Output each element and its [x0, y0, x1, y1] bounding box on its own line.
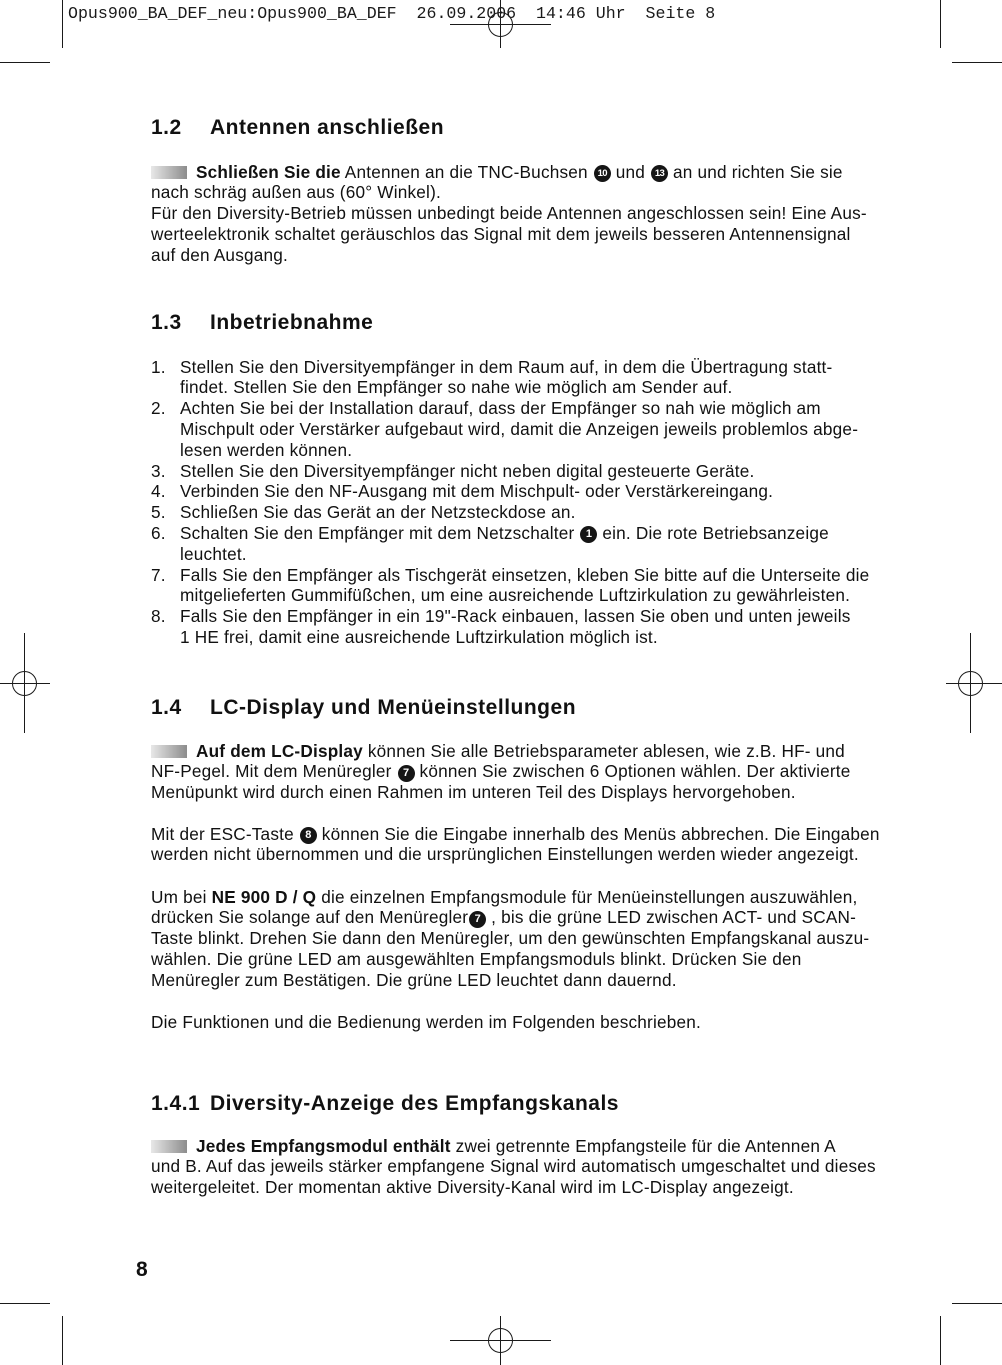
- callout-number-badge: 8: [300, 827, 317, 844]
- text-line: [151, 182, 867, 203]
- callout-number-badge: 7: [398, 765, 415, 782]
- text-line: [180, 440, 858, 461]
- registration-mark-left: [0, 633, 50, 733]
- text-run: Verbinden Sie den NF-Ausgang mit dem Mischpult- oder Verstärkereingang.: [180, 481, 774, 502]
- section-title: Antennen anschließen: [210, 116, 445, 139]
- callout-number-badge: 1: [580, 526, 597, 543]
- text-run: können Sie die Eingabe innerhalb des Menüs abbrechen. Die Eingaben: [316, 823, 880, 844]
- paragraph-diversity-channel: [151, 1136, 876, 1198]
- step-1: [151, 357, 869, 399]
- text-line: [180, 357, 832, 378]
- step-text: [180, 461, 754, 482]
- step-text: [180, 565, 869, 607]
- section-heading-lc-display: [151, 695, 576, 721]
- section-marker-bar: [151, 745, 187, 758]
- step-number: 5.: [151, 502, 166, 523]
- bold-lead-in: Schließen Sie die: [196, 161, 341, 182]
- step-number: 8.: [151, 606, 166, 627]
- text-run: an und richten Sie sie: [668, 161, 843, 182]
- text-run: drücken Sie solange auf den Menüregler: [151, 907, 469, 928]
- step-number: 4.: [151, 481, 166, 502]
- text-run: Menüpunkt wird durch einen Rahmen im unteren Teil des Displays hervorgehoben.: [151, 782, 796, 803]
- step-2: [151, 398, 869, 460]
- text-line: [151, 949, 869, 970]
- text-line: [151, 844, 880, 865]
- step-text: [180, 523, 829, 565]
- text-line: [151, 782, 851, 803]
- paragraph-module-selection: [151, 887, 869, 991]
- text-run: Schalten Sie den Empfänger mit dem Netzschalter: [180, 522, 580, 543]
- text-run: Falls Sie den Empfänger als Tischgerät einsetzen, kleben Sie bitte auf die Unterseite die: [180, 564, 870, 585]
- text-run: Achten Sie bei der Installation darauf, dass der Empfänger so nah wie möglich am: [180, 398, 821, 419]
- section-number: 1.4: [151, 696, 182, 719]
- text-run: Mit der ESC-Taste: [151, 823, 299, 844]
- step-6: [151, 523, 869, 565]
- callout-number-badge: 10: [594, 165, 611, 182]
- page-number: 8: [136, 1258, 148, 1281]
- text-line: [180, 461, 754, 482]
- text-line: [151, 1177, 876, 1198]
- crop-mark-bottom-right: [941, 1304, 1002, 1365]
- text-run: Für den Diversity-Betrieb müssen unbedingt beide Antennen angeschlossen sein! Eine Aus-: [151, 203, 867, 224]
- text-run: weitergeleitet. Der momentan aktive Diversity-Kanal wird im LC-Display angezeigt.: [151, 1177, 794, 1198]
- section-title: LC-Display und Menüeinstellungen: [210, 696, 577, 719]
- text-run: NF-Pegel. Mit dem Menüregler: [151, 761, 397, 782]
- registration-mark-bottom: [450, 1316, 551, 1365]
- text-line: [151, 761, 851, 782]
- step-text: [180, 398, 858, 460]
- section-title: Inbetriebnahme: [210, 311, 374, 334]
- step-number: 2.: [151, 398, 166, 419]
- text-run: lesen werden können.: [180, 439, 353, 460]
- text-line: [180, 585, 869, 606]
- step-text: [180, 606, 851, 648]
- text-line: [151, 224, 867, 245]
- section-number: 1.2: [151, 116, 182, 139]
- text-line: [180, 481, 773, 502]
- text-line: [151, 1156, 876, 1177]
- text-run: werden nicht übernommen und die ursprünglichen Einstellungen werden wieder angezeigt.: [151, 844, 859, 865]
- text-run: Menüregler zum Bestätigen. Die grüne LED leuchtet dann dauernd.: [151, 969, 677, 990]
- step-4: [151, 481, 869, 502]
- text-line: [180, 523, 829, 544]
- text-line: [151, 162, 867, 183]
- crop-mark-bottom-left: [0, 1304, 63, 1365]
- section-heading-antennas: [151, 115, 444, 141]
- text-run: ein. Die rote Betriebsanzeige: [597, 522, 829, 543]
- text-run: nach schräg außen aus (60° Winkel).: [151, 182, 441, 203]
- step-text: [180, 502, 576, 523]
- bold-lead-in: Jedes Empfangsmodul enthält: [196, 1135, 451, 1156]
- print-slug-line: Opus900_BA_DEF_neu:Opus900_BA_DEF 26.09.2006 14:46 Uhr Seite 8: [68, 4, 716, 23]
- text-line: [180, 419, 858, 440]
- text-run: können Sie zwischen 6 Optionen wählen. Der aktivierte: [414, 761, 851, 782]
- text-run: Antennen an die TNC-Buchsen: [340, 161, 593, 182]
- text-run: 1 HE frei, damit eine ausreichende Luftzirkulation möglich ist.: [180, 626, 658, 647]
- step-5: [151, 502, 869, 523]
- text-run: , bis die grüne LED zwischen ACT- und SCAN-: [486, 907, 857, 928]
- text-run: Mischpult oder Verstärker aufgebaut wird, damit die Anzeigen jeweils problemlos abge-: [180, 418, 859, 439]
- text-line: [180, 565, 869, 586]
- text-run: findet. Stellen Sie den Empfänger so nahe wie möglich am Sender auf.: [180, 377, 733, 398]
- section-marker-bar: [151, 1140, 187, 1153]
- text-run: und: [610, 161, 651, 182]
- section-number: 1.4.1: [151, 1092, 201, 1115]
- text-run: leuchtet.: [180, 543, 247, 564]
- step-8: [151, 606, 869, 648]
- text-run: Stellen Sie den Diversityempfänger in dem Raum auf, in dem die Übertragung statt-: [180, 356, 833, 377]
- step-text: [180, 481, 773, 502]
- text-line: [151, 824, 880, 845]
- step-number: 7.: [151, 564, 166, 585]
- text-run: Stellen Sie den Diversityempfänger nicht neben digital gesteuerte Geräte.: [180, 460, 755, 481]
- text-run: Taste blinkt. Drehen Sie dann den Menüregler, um den gewünschten Empfangskanal auszu-: [151, 928, 870, 949]
- text-line: [180, 398, 858, 419]
- text-line: [151, 970, 869, 991]
- text-line: [151, 203, 867, 224]
- paragraph-functions-note: [151, 1012, 701, 1033]
- text-line: [180, 377, 832, 398]
- text-run: wählen. Die grüne LED am ausgewählten Empfangsmoduls blinkt. Drücken Sie den: [151, 948, 802, 969]
- step-number: 1.: [151, 356, 166, 377]
- bold-lead-in: NE 900 D / Q: [211, 886, 317, 907]
- section-heading-diversity-display: [151, 1091, 619, 1117]
- step-number: 3.: [151, 460, 166, 481]
- section-title: Diversity-Anzeige des Empfangskanals: [210, 1092, 619, 1115]
- callout-number-badge: 13: [651, 165, 668, 182]
- bold-lead-in: Auf dem LC-Display: [196, 740, 363, 761]
- text-line: [151, 1136, 876, 1157]
- text-line: [180, 544, 829, 565]
- text-line: [151, 887, 869, 908]
- text-line: [180, 502, 576, 523]
- paragraph-esc-key: [151, 824, 880, 866]
- text-line: [151, 907, 869, 928]
- step-3: [151, 461, 869, 482]
- text-line: [151, 741, 851, 762]
- registration-mark-right: [946, 633, 1002, 733]
- text-line: [151, 1012, 701, 1033]
- crop-mark-top-right: [941, 0, 1002, 63]
- text-run: Schließen Sie das Gerät an der Netzsteckdose an.: [180, 502, 576, 523]
- step-number: 6.: [151, 522, 166, 543]
- step-7: [151, 565, 869, 607]
- text-line: [151, 245, 867, 266]
- section-heading-setup: [151, 310, 373, 336]
- callout-number-badge: 7: [469, 911, 486, 928]
- text-run: können Sie alle Betriebsparameter ablesen, wie z.B. HF- und: [362, 740, 845, 761]
- crop-mark-top-left: [0, 0, 63, 63]
- text-run: zwei getrennte Empfangsteile für die Antennen A: [450, 1135, 836, 1156]
- text-run: mitgelieferten Gummifüßchen, um eine ausreichende Luftzirkulation zu gewährleisten.: [180, 585, 851, 606]
- step-text: [180, 357, 832, 399]
- section-marker-bar: [151, 166, 187, 179]
- text-line: [180, 606, 851, 627]
- text-run: Die Funktionen und die Bedienung werden im Folgenden beschrieben.: [151, 1011, 701, 1032]
- text-run: die einzelnen Empfangsmodule für Menüeinstellungen auszuwählen,: [316, 886, 858, 907]
- paragraph-lc-display-intro: [151, 741, 851, 803]
- paragraph-antenna-connection: [151, 162, 867, 266]
- text-line: [151, 928, 869, 949]
- text-run: Falls Sie den Empfänger in ein 19"-Rack einbauen, lassen Sie oben und unten jeweils: [180, 606, 851, 627]
- text-run: Um bei: [151, 886, 212, 907]
- text-line: [180, 627, 851, 648]
- text-run: werteelektronik schaltet geräuschlos das Signal mit dem jeweils besseren Antennensignal: [151, 223, 851, 244]
- text-run: und B. Auf das jeweils stärker empfangene Signal wird automatisch umgeschaltet und dieses: [151, 1156, 876, 1177]
- setup-steps-list: [151, 357, 869, 648]
- section-number: 1.3: [151, 311, 182, 334]
- text-run: auf den Ausgang.: [151, 244, 288, 265]
